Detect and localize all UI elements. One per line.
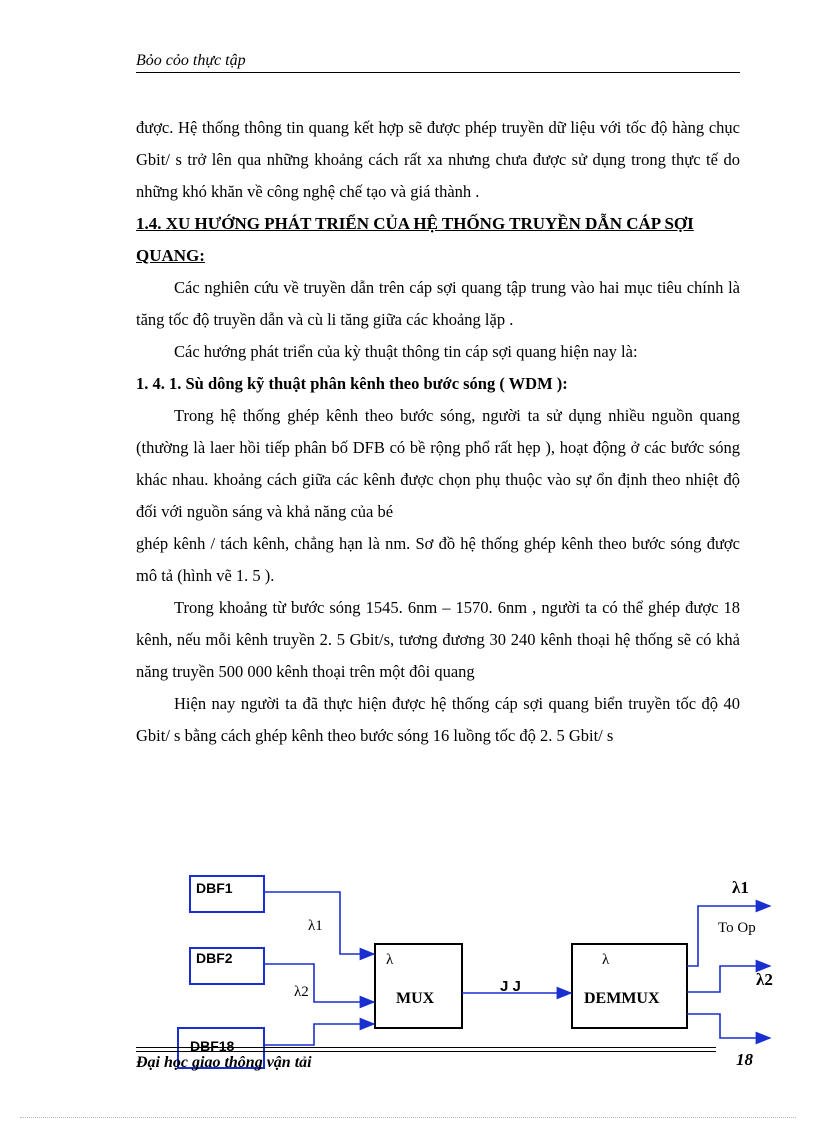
paragraph-4b: ghép kênh / tách kênh, chẳng hạn là nm. Sơ đồ hệ thống ghép kênh theo bước sóng được mô tả (hình vẽ 1. 5 ). [136, 534, 740, 585]
wdm-diagram-lines [150, 862, 790, 1062]
section-heading-1-4: 1.4. XU HƯỚNG PHÁT TRIỂN CỦA HỆ THỐNG TRUYỀN DẪN CÁP SỢI QUANG: [136, 214, 694, 265]
paragraph-1: được. Hệ thống thông tin quang kết hợp sẽ được phép truyền dữ liệu với tốc độ hàng chục Gbit/ s trở lên qua những khoảng cách rất xa nhưng chưa được sử dụng trong thực tế do những khó khăn về công nghệ chế tạo và giá thành . [136, 118, 740, 201]
wdm-diagram [150, 862, 790, 1062]
lambda1-label: λ1 [308, 918, 323, 934]
footer-university: Đại học giao thông vận tải [136, 1054, 312, 1071]
output-lambda2: λ2 [756, 970, 773, 989]
footer-rule-top [136, 1047, 716, 1048]
header-title: Bỏo cỏo thực tập [136, 52, 246, 69]
mux-lambda-label: λ [386, 952, 394, 968]
footer-rule-bottom [136, 1051, 716, 1052]
demux-box [572, 944, 687, 1028]
dbf2-label: DBF2 [196, 950, 233, 966]
mux-label: MUX [396, 990, 435, 1007]
line-out3 [687, 1014, 770, 1038]
fiber-label: J J [500, 978, 521, 995]
demux-label: DEMMUX [584, 990, 660, 1007]
dbf1-label: DBF1 [196, 880, 233, 896]
line-dbf2 [264, 964, 374, 1002]
paragraph-6: Hiện nay người ta đã thực hiện được hệ thống cáp sợi quang biển truyền tốc độ 40 Gbit/ s bằng cách ghép kênh theo bước sóng 16 luồng tốc độ 2. 5 Gbit/ s [136, 694, 740, 745]
paragraph-4a: Trong hệ thống ghép kênh theo bước sóng, người ta sử dụng nhiều nguồn quang (thường là laer hồi tiếp phân bố DFB có bề rộng phổ rất hẹp ), hoạt động ở các bước sóng khác nhau. khoảng cách giữa các kênh được chọn phụ thuộc vào sự ổn định theo nhiệt độ đối với nguồn sáng và khả năng của bé [136, 406, 740, 521]
page-bottom-divider [20, 1117, 796, 1118]
paragraph-2: Các nghiên cứu về truyền dẫn trên cáp sợi quang tập trung vào hai mục tiêu chính là tăng tốc độ truyền dẫn và cù li tăng giữa các khoảng lặp . [136, 278, 740, 329]
paragraph-5: Trong khoảng từ bước sóng 1545. 6nm – 1570. 6nm , người ta có thể ghép được 18 kênh, nếu mỗi kênh truyền 2. 5 Gbit/s, tương đương 30 240 kênh thoại hệ thống sẽ có khả năng truyền 500 000 kênh thoại trên một đôi quang [136, 598, 740, 681]
page-number: 18 [736, 1050, 753, 1069]
demux-lambda-label: λ [602, 952, 610, 968]
page-header [136, 50, 740, 73]
paragraph-3: Các hướng phát triển của kỳ thuật thông tin cáp sợi quang hiện nay là: [174, 342, 638, 361]
document-body [136, 112, 740, 752]
subsection-heading-1-4-1: 1. 4. 1. Sù dông kỹ thuật phân kênh theo bước sóng ( WDM ): [136, 374, 568, 393]
line-dbf18 [264, 1024, 374, 1045]
output-to-op: To Op [718, 920, 756, 936]
output-lambda1: λ1 [732, 878, 749, 897]
dbf18-label: DBF18 [190, 1038, 235, 1054]
lambda2-label: λ2 [294, 984, 309, 1000]
